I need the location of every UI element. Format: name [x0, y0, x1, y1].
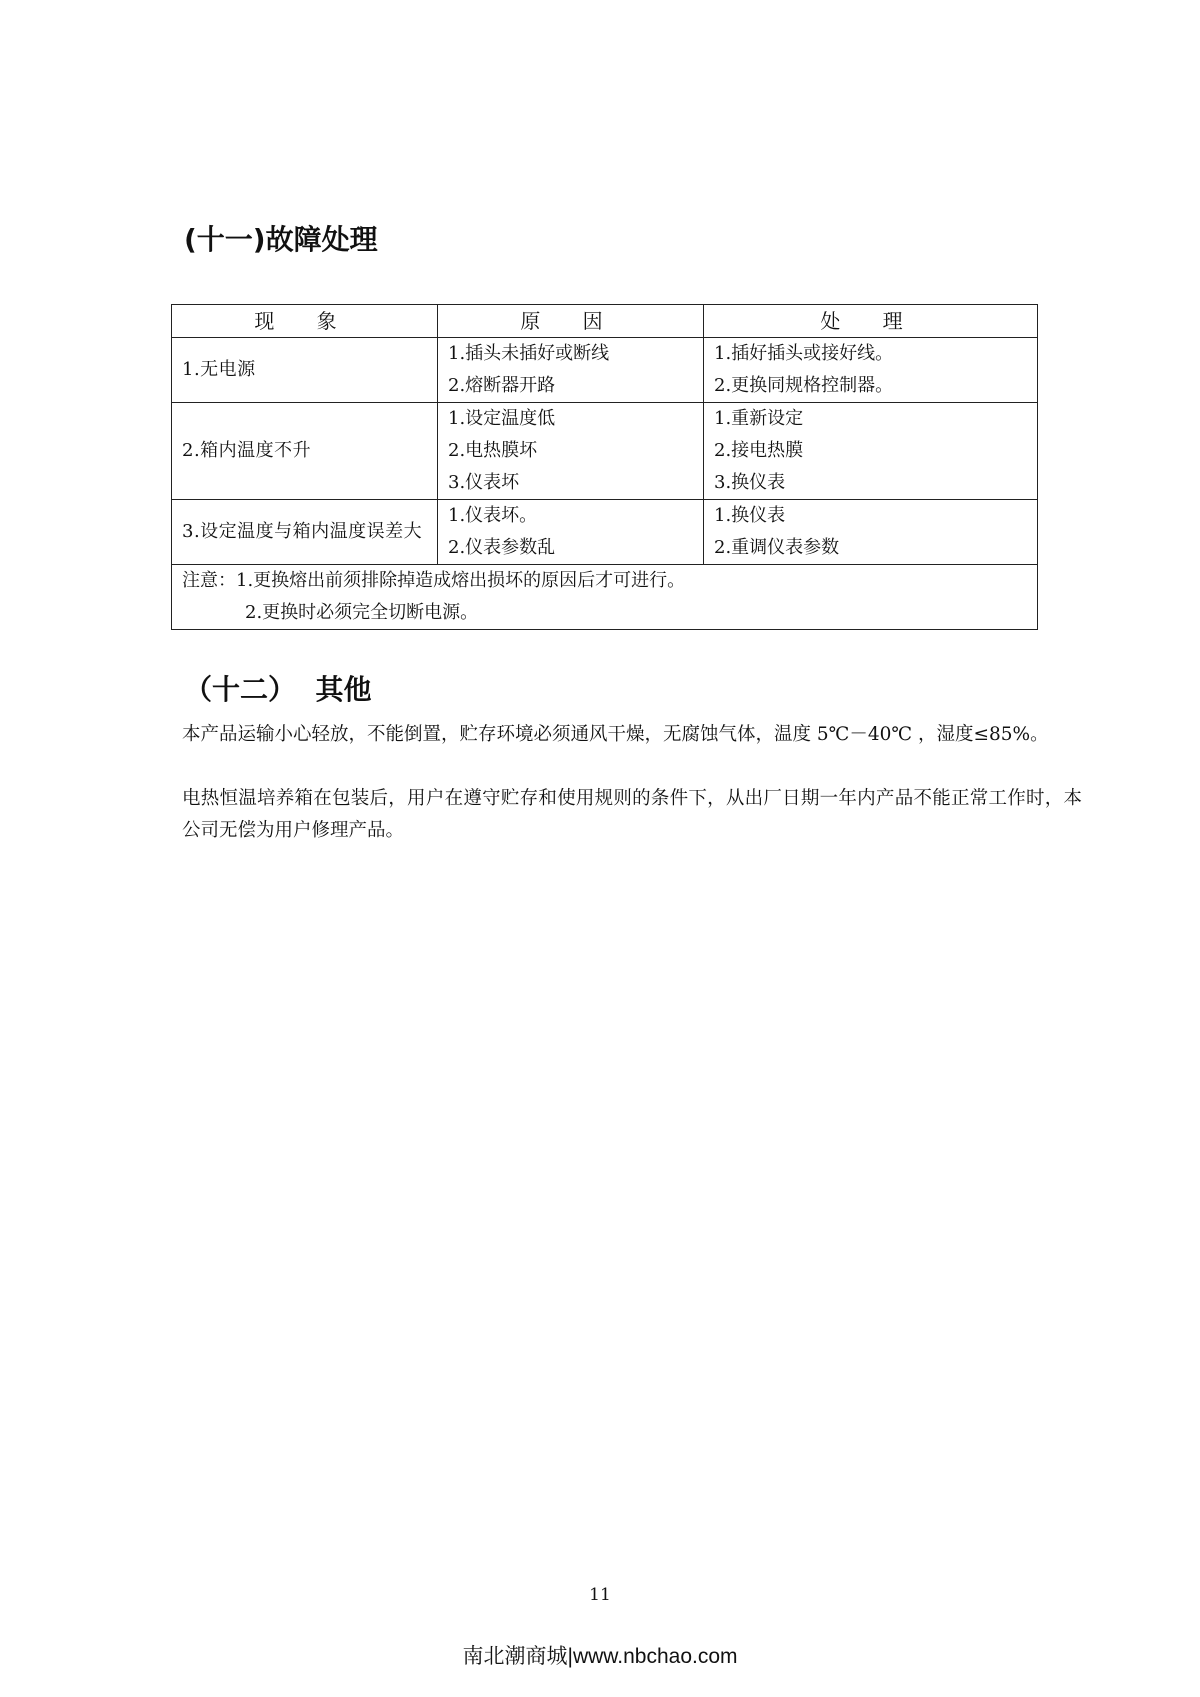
note-line: 注意：1.更换熔出前须排除掉造成熔出损坏的原因后才可进行。	[182, 570, 686, 591]
section-title-fault-handling: (十一)故障处理	[184, 223, 378, 256]
symptom-cell: 1.无电源	[172, 338, 438, 403]
fix-item: 2.重调仪表参数	[714, 537, 840, 558]
paragraph-warranty: 电热恒温培养箱在包装后，用户在遵守贮存和使用规则的条件下，从出厂日期一年内产品不能正常工作时，本公司无偿为用户修理产品。	[182, 788, 1082, 841]
cause-item: 1.插头未插好或断线	[448, 343, 610, 364]
cause-item: 2.仪表参数乱	[448, 537, 556, 558]
footer-brand: 南北潮商城|www.nbchao.com	[462, 1645, 738, 1668]
cause-item: 3.仪表坏	[448, 472, 520, 493]
fix-cell	[704, 403, 1038, 500]
table-header-row	[172, 305, 1038, 338]
header-handling: 处 理	[704, 305, 1038, 338]
header-symptom: 现 象	[172, 305, 438, 338]
fix-cell	[704, 500, 1038, 565]
cause-item: 1.仪表坏。	[448, 505, 538, 526]
fix-item: 1.换仪表	[714, 505, 786, 526]
cause-item: 2.电热膜坏	[448, 440, 538, 461]
fix-item: 1.插好插头或接好线。	[714, 343, 894, 364]
cause-cell	[438, 403, 704, 500]
fix-cell	[704, 338, 1038, 403]
note-line: 2.更换时必须完全切断电源。	[245, 602, 479, 623]
symptom-cell: 2.箱内温度不升	[172, 403, 438, 500]
cause-item: 2.熔断器开路	[448, 375, 556, 396]
cause-cell	[438, 338, 704, 403]
table-row	[172, 338, 1038, 403]
paragraph-storage: 本产品运输小心轻放，不能倒置，贮存环境必须通风干燥，无腐蚀气体，温度 5℃－40℃ ，湿度≤85%。	[182, 724, 1049, 745]
table-note-row	[172, 565, 1038, 630]
header-cause: 原 因	[438, 305, 704, 338]
cause-cell	[438, 500, 704, 565]
table-row	[172, 403, 1038, 500]
section-title-other: （十二） 其他	[184, 673, 372, 706]
table-row	[172, 500, 1038, 565]
fix-item: 3.换仪表	[714, 472, 786, 493]
fault-table	[171, 304, 1038, 630]
page-number: 11	[589, 1585, 611, 1605]
symptom-cell: 3.设定温度与箱内温度误差大	[172, 500, 438, 565]
fix-item: 1.重新设定	[714, 408, 804, 429]
fix-item: 2.更换同规格控制器。	[714, 375, 894, 396]
note-cell	[172, 565, 1038, 630]
fix-item: 2.接电热膜	[714, 440, 804, 461]
cause-item: 1.设定温度低	[448, 408, 556, 429]
